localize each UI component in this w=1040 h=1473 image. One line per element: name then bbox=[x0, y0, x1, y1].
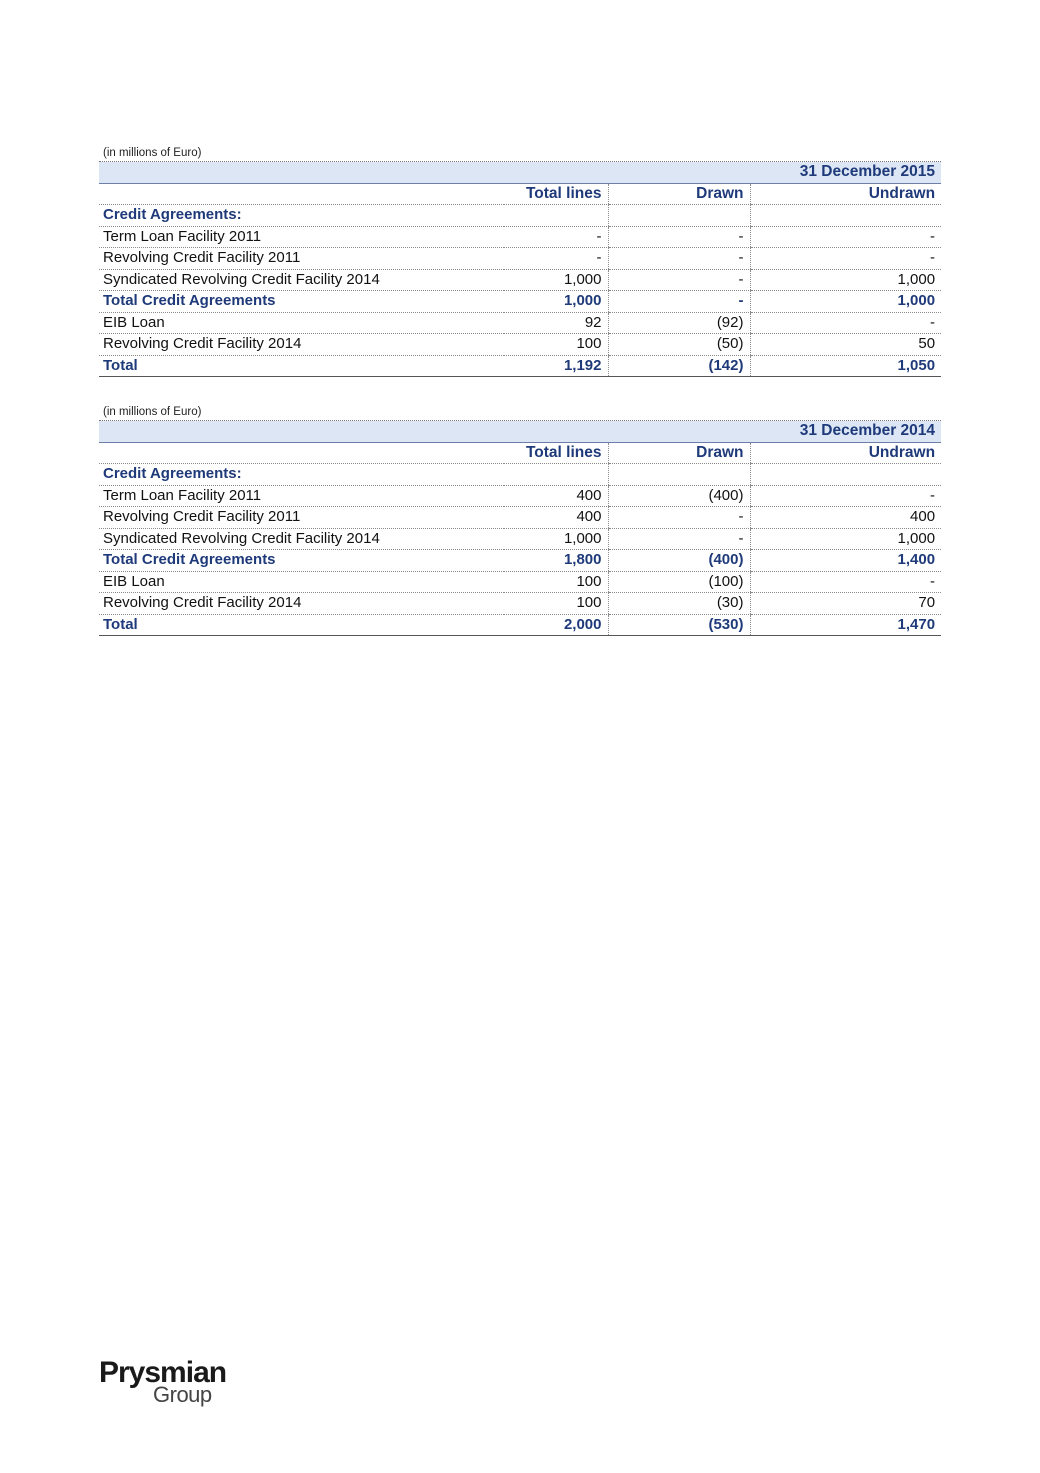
row-undrawn: - bbox=[750, 226, 941, 248]
column-header-row bbox=[99, 442, 941, 464]
row-drawn: (400) bbox=[608, 550, 750, 572]
credit-table-2014 bbox=[99, 405, 941, 636]
row-drawn: - bbox=[608, 528, 750, 550]
row-label: Term Loan Facility 2011 bbox=[99, 485, 504, 507]
row-label: Term Loan Facility 2011 bbox=[99, 226, 504, 248]
row-undrawn: - bbox=[750, 312, 941, 334]
col-undrawn: Undrawn bbox=[750, 442, 941, 464]
table-row bbox=[99, 528, 941, 550]
row-undrawn: 1,400 bbox=[750, 550, 941, 572]
section-label: Credit Agreements: bbox=[99, 464, 504, 486]
table-row bbox=[99, 269, 941, 291]
row-total: 1,800 bbox=[504, 550, 608, 572]
row-label: Revolving Credit Facility 2014 bbox=[99, 593, 504, 615]
row-label: Revolving Credit Facility 2011 bbox=[99, 248, 504, 270]
row-label: Total bbox=[99, 614, 504, 636]
table-row bbox=[99, 593, 941, 615]
row-undrawn: 400 bbox=[750, 507, 941, 529]
table-row bbox=[99, 226, 941, 248]
row-label: Total Credit Agreements bbox=[99, 550, 504, 572]
section-row bbox=[99, 205, 941, 227]
row-drawn: (100) bbox=[608, 571, 750, 593]
col-total-lines: Total lines bbox=[504, 442, 608, 464]
row-undrawn: 1,000 bbox=[750, 291, 941, 313]
row-drawn: (30) bbox=[608, 593, 750, 615]
col-undrawn: Undrawn bbox=[750, 183, 941, 205]
prysmian-group-logo bbox=[99, 1356, 239, 1416]
row-drawn: (92) bbox=[608, 312, 750, 334]
row-drawn: (50) bbox=[608, 334, 750, 356]
row-total: 92 bbox=[504, 312, 608, 334]
row-undrawn: 1,000 bbox=[750, 269, 941, 291]
subtotal-row bbox=[99, 291, 941, 313]
row-total: - bbox=[504, 248, 608, 270]
table-row bbox=[99, 334, 941, 356]
credit-table-2015 bbox=[99, 146, 941, 377]
row-undrawn: 70 bbox=[750, 593, 941, 615]
row-drawn: - bbox=[608, 291, 750, 313]
row-drawn: (530) bbox=[608, 614, 750, 636]
subtotal-row bbox=[99, 550, 941, 572]
row-undrawn: 1,000 bbox=[750, 528, 941, 550]
row-total: 100 bbox=[504, 593, 608, 615]
row-undrawn: - bbox=[750, 571, 941, 593]
section-row bbox=[99, 464, 941, 486]
units-note: (in millions of Euro) bbox=[99, 405, 941, 421]
units-note: (in millions of Euro) bbox=[99, 146, 941, 162]
table-row bbox=[99, 571, 941, 593]
row-drawn: - bbox=[608, 248, 750, 270]
row-total: 1,000 bbox=[504, 269, 608, 291]
column-header-row bbox=[99, 183, 941, 205]
section-label: Credit Agreements: bbox=[99, 205, 504, 227]
col-drawn: Drawn bbox=[608, 183, 750, 205]
row-label: Syndicated Revolving Credit Facility 2014 bbox=[99, 528, 504, 550]
row-total: 400 bbox=[504, 507, 608, 529]
row-label: Revolving Credit Facility 2011 bbox=[99, 507, 504, 529]
date-header-row bbox=[99, 421, 941, 442]
date-header-row bbox=[99, 162, 941, 183]
table-row bbox=[99, 485, 941, 507]
row-undrawn: - bbox=[750, 248, 941, 270]
row-total: - bbox=[504, 226, 608, 248]
col-drawn: Drawn bbox=[608, 442, 750, 464]
table-date: 31 December 2014 bbox=[99, 421, 941, 442]
row-undrawn: - bbox=[750, 485, 941, 507]
row-drawn: (400) bbox=[608, 485, 750, 507]
table-row bbox=[99, 312, 941, 334]
col-total-lines: Total lines bbox=[504, 183, 608, 205]
table-row bbox=[99, 507, 941, 529]
row-label: Syndicated Revolving Credit Facility 2014 bbox=[99, 269, 504, 291]
row-total: 2,000 bbox=[504, 614, 608, 636]
table-date: 31 December 2015 bbox=[99, 162, 941, 183]
row-drawn: - bbox=[608, 269, 750, 291]
logo-subtitle: Group bbox=[153, 1382, 212, 1407]
credit-lines-table bbox=[99, 162, 941, 377]
row-total: 100 bbox=[504, 571, 608, 593]
row-undrawn: 1,050 bbox=[750, 355, 941, 377]
table-row bbox=[99, 248, 941, 270]
row-undrawn: 50 bbox=[750, 334, 941, 356]
row-drawn: (142) bbox=[608, 355, 750, 377]
row-total: 100 bbox=[504, 334, 608, 356]
row-label: Total Credit Agreements bbox=[99, 291, 504, 313]
row-total: 1,192 bbox=[504, 355, 608, 377]
row-undrawn: 1,470 bbox=[750, 614, 941, 636]
logo-wordmark: Prysmian bbox=[99, 1356, 227, 1389]
row-drawn: - bbox=[608, 507, 750, 529]
row-drawn: - bbox=[608, 226, 750, 248]
row-total: 400 bbox=[504, 485, 608, 507]
row-label: Total bbox=[99, 355, 504, 377]
row-label: EIB Loan bbox=[99, 312, 504, 334]
row-total: 1,000 bbox=[504, 528, 608, 550]
total-row bbox=[99, 614, 941, 636]
total-row bbox=[99, 355, 941, 377]
credit-lines-table bbox=[99, 421, 941, 636]
row-label: Revolving Credit Facility 2014 bbox=[99, 334, 504, 356]
row-total: 1,000 bbox=[504, 291, 608, 313]
row-label: EIB Loan bbox=[99, 571, 504, 593]
